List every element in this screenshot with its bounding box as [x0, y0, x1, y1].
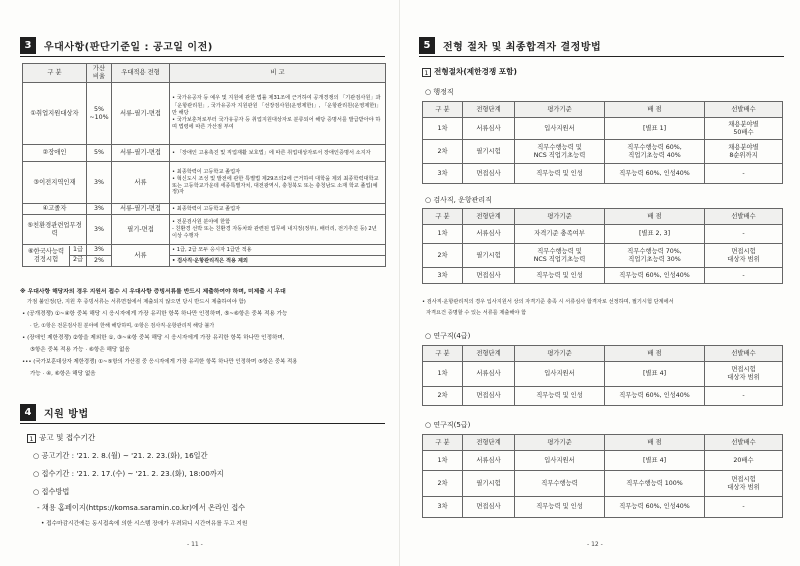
note-line: 가점 불인정(단, 지원 후 증빙서류는 서류면접에서 제출되지 않으면 당시 반드시 제출하여야 함)	[27, 299, 246, 305]
s4-subheading: 1 공고 및 접수기간	[27, 432, 95, 443]
section5-title: 전형 절차 및 최종합격자 결정방법	[443, 41, 602, 53]
table-header-row: 구 분 전형단계 평가기준 배 점 선발배수	[423, 209, 783, 225]
section3-underline	[20, 56, 385, 57]
note-line: • (장애인 제한경쟁) ②항을 제외한 ①, ③~④항 중복 해당 시 응시자에게 가장 유리한 항목 하나만 인정하며,	[22, 335, 285, 341]
process-table-admin	[422, 101, 783, 184]
table-label-research5: ○ 연구직(5급)	[425, 421, 471, 429]
table-header-row	[23, 64, 386, 83]
preference-table	[22, 63, 386, 267]
section5-number: 5	[419, 37, 435, 54]
section3-number: 3	[20, 37, 36, 54]
col-header: 비 고	[170, 64, 386, 83]
table-row: 1차 서류심사 입사지원서 [별표 1] 채용분야별 50배수	[423, 118, 783, 140]
table-row: ⑥한국사능력 검정시험 1급 2급 3% 서류 • 1급, 2급 모두 응시자 1급만 적용	[23, 245, 386, 256]
table-row: 2차 필기시험 직무수행능력 및 NCS 직업기초능력 직무수행능력 70%, 직업기초능력 30% 면접시험 대상자 범위	[423, 244, 783, 268]
col-header: 우대적용 전형	[112, 64, 170, 83]
list-item: ○ 접수방법	[33, 487, 70, 496]
process-table-research5	[422, 434, 783, 518]
section4-title: 지원 방법	[44, 408, 89, 420]
col-header: 구 분	[23, 64, 87, 83]
table-row: 1차 서류심사 입사지원서 [별표 4] 20배수	[423, 451, 783, 471]
list-item: ○ 접수기간 : '21. 2. 17.(수) ~ '21. 2. 23.(화), 18:00까지	[33, 469, 224, 478]
table-label-admin: ○ 행정직	[425, 88, 454, 96]
table-label-research4: ○ 연구직(4급)	[425, 332, 471, 340]
note-line: ••• (국가보훈대상자 제한경쟁) ①~⑤항의 가산점 중 응시자에게 가장 유리한 항목 하나만 인정하며 ⑤항은 중복 적용	[22, 359, 298, 365]
table-row: 1차 서류심사 입사지원서 [별표 4] 면접시험 대상자 범위	[423, 362, 783, 387]
list-item: • 접수마감시간에는 동시접속에 의한 시스템 장애가 우려되니 시간여유를 두고 지원	[41, 521, 248, 527]
process-table-inspection	[422, 208, 783, 284]
table-row: 3차 면접심사 직무능력 및 인성 직무능력 60%, 인성40% -	[423, 268, 783, 284]
s5-subheading: 1 전형절차(제한경쟁 포함)	[422, 66, 517, 77]
section5-underline	[419, 56, 784, 57]
list-item: - 채용 홈페이지(https://komsa.saramin.co.kr)에서 온라인 접수	[37, 503, 246, 512]
table-row: 1차 서류심사 자격기준 충족여부 [별표 2, 3] -	[423, 225, 783, 244]
note-line: · 단, ①항은 전문검사원 분야에 한해 해당하며, ②항은 검사직·운항관리직 해당 불가	[30, 323, 215, 329]
note-line: • 검사직·운항관리직의 경우 입사지원서 상의 자격기준 충족 시 서류심사 합격자로 선정하며, 필기시험 단계에서	[422, 299, 674, 305]
section4-underline	[20, 423, 385, 424]
section4-header	[20, 403, 89, 421]
process-table-research4	[422, 345, 783, 406]
page-number: - 12 -	[587, 541, 603, 548]
table-header-row: 구 분 전형단계 평가기준 배 점 선발배수	[423, 102, 783, 118]
section3-title: 우대사항(판단기준일 : 공고일 이전)	[44, 41, 213, 53]
table-row: 2차 필기시험 직무수행능력 및 NCS 직업기초능력 직무수행능력 60%, 직업기초능력 40% 채용분야별 8순위까지	[423, 140, 783, 164]
right-page	[400, 0, 800, 566]
section3-header	[20, 36, 213, 54]
sub-number-box: 1	[27, 434, 36, 443]
table-row: 2차 면접심사 직무능력 및 인성 직무능력 60%, 인성40% -	[423, 387, 783, 406]
table-row: ④고졸자 3% 서류-필기-면접 • 최종학력이 고등학교 졸업자	[23, 204, 386, 215]
table-header-row: 구 분 전형단계 평가기준 배 점 선발배수	[423, 346, 783, 362]
col-header: 가산 비율	[87, 64, 112, 83]
table-row: ⑤친환경관련업무경력 3% 필기-면접 • 전문검사원 분야에 한함 - 친환경 선박 또는 친환경 자동차와 관련된 업무에 내지정(정부), 배터리, 전기추진 등) 2년 이상 수행자	[23, 215, 386, 245]
table-label-inspection: ○ 검사직, 운항관리직	[425, 196, 492, 204]
table-row: 3차 면접심사 직무능력 및 인성 직무능력 60%, 인성40% -	[423, 497, 783, 518]
note-line: ※ 우대사항 해당자의 경우 지원서 접수 시 우대사항 증빙서류를 반드시 제출하여야 하며, 미제출 시 우대	[20, 289, 286, 295]
table-row: 2차 필기시험 직무수행능력 직무수행능력 100% 면접시험 대상자 범위	[423, 471, 783, 497]
table-header-row: 구 분 전형단계 평가기준 배 점 선발배수	[423, 435, 783, 451]
note-line: 자격요건 증명할 수 있는 서류를 제출해야 함	[426, 310, 527, 316]
table-row: ②장애인 5% 서류-필기-면접 • 「장애인 고용촉진 및 직업재활 보호법」에 따른 취업대상자로서 장애인증명서 소지자	[23, 145, 386, 162]
section4-number: 4	[20, 404, 36, 421]
note-line: 가능 · ④, ⑥항은 해당 없음	[30, 371, 96, 377]
section5-header	[419, 36, 601, 54]
table-row: ③이전지역인재 3% 서류 • 최종학력이 고등학교 졸업자 • 혁신도시 조성 및 발전에 관한 특별법 제29조의2에 근거하여 대학을 제외 최종학력대학교 또는 고등학교가운데 세종특별자치, 대전광역시, 충청북도 또는 충청남도 소재 학교 졸업(예정)자	[23, 162, 386, 204]
sub-number-box: 1	[422, 68, 431, 77]
table-row: 3차 면접심사 직무능력 및 인성 직무능력 60%, 인성40% -	[423, 164, 783, 184]
note-line: ⑤항은 중복 적용 가능 · ⑥항은 해당 없음	[30, 347, 130, 353]
table-row: 2% • 검사직·운항관리직은 적용 제외	[23, 256, 386, 267]
note-line: • (공개경쟁) ①~④항 중복 해당 시 응시자에게 가장 유리한 항목 하나만 인정하며, ⑤~⑥항은 중복 적용 가능	[22, 311, 288, 317]
table-row: ①취업지원대상자 5% ~10% 서류-필기-면접 • 국가유공자 등 예우 및 지원에 관한 법률 제31조에 근거하여 공개경쟁의 「기관검사원」과 「운항관리원」, 국가유공자 지원관원 「선장검사원(운영제한)」, 「운항관리원(운영제한)」만 해당 • 국가보훈처로부터 국가유공자 등 취업지원대상자로 분류되어 해당 증명서를 발급받아야 하며 법령에 따른 가산점 부여	[23, 83, 386, 145]
list-item: ○ 공고기간 : '21. 2. 8.(월) ~ '21. 2. 23.(화), 16일간	[33, 451, 208, 460]
page-number: - 11 -	[187, 541, 203, 548]
